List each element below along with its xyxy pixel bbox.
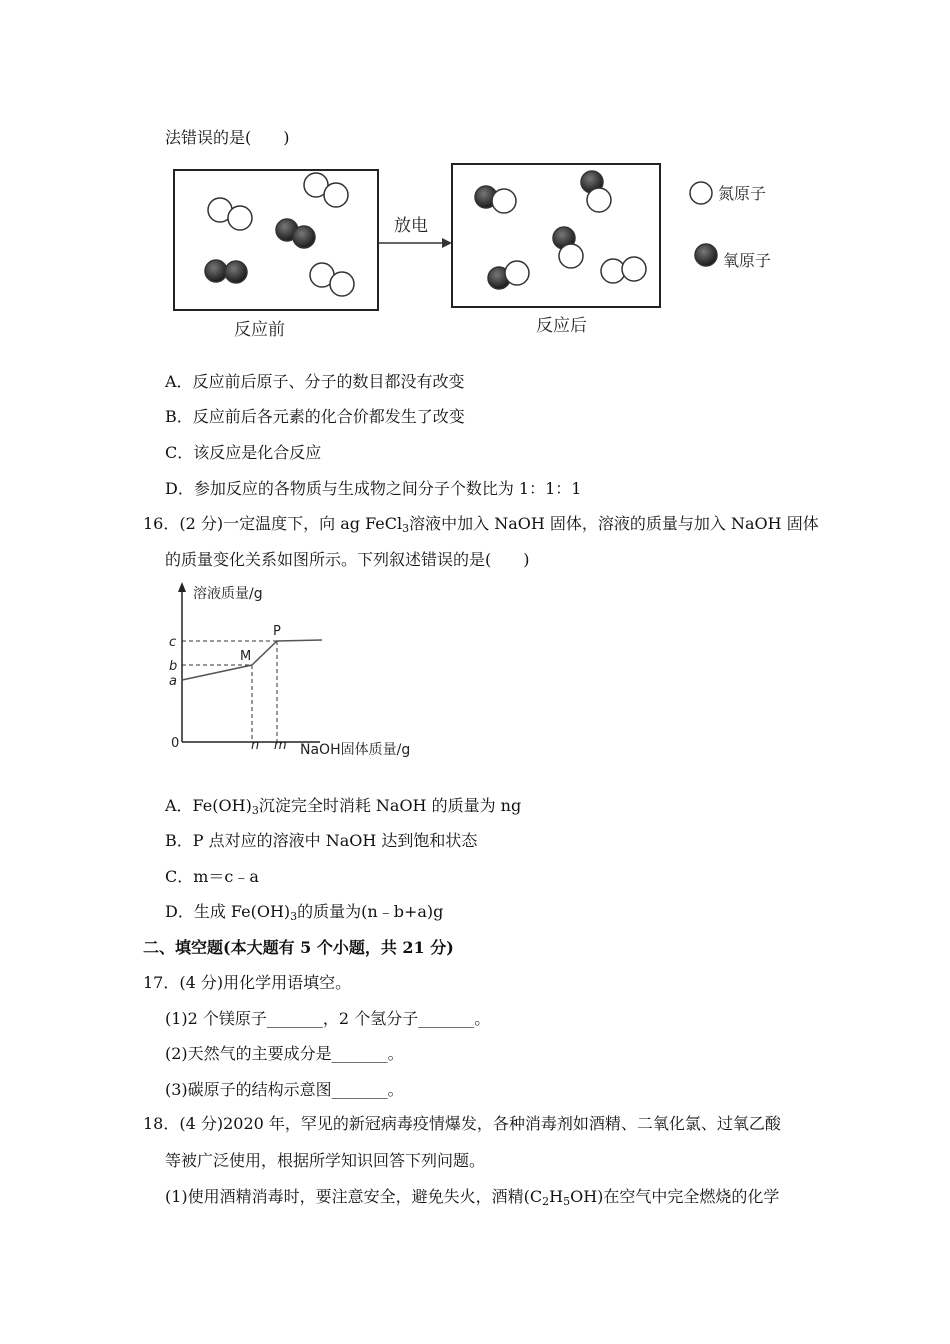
legend-nitrogen-label: 氮原子 <box>718 184 767 203</box>
x-tick-n: n <box>251 738 260 753</box>
x-axis-label: NaOH固体质量/g <box>300 742 411 758</box>
q15-option-d: D．参加反应的各物质与生成物之间分子个数比为 1：1：1 <box>165 479 582 498</box>
q15-option-c: C．该反应是化合反应 <box>165 443 322 462</box>
oxygen-atom-icon <box>695 244 717 266</box>
before-molecules <box>205 173 354 296</box>
guide-lines <box>182 641 277 742</box>
q16-option-a-sub: 3 <box>251 804 259 817</box>
before-caption: 反应前 <box>234 320 285 340</box>
q16-stem-line2: 的质量变化关系如图所示。下列叙述错误的是( ) <box>165 550 530 569</box>
q17-item-2: (2)天然气的主要成分是_______。 <box>165 1044 404 1063</box>
q18-item-1-part3: OH)在空气中完全燃烧的化学 <box>570 1187 780 1206</box>
q18-item-1 <box>165 1187 779 1212</box>
q15-option-b: B．反应前后各元素的化合价都发生了改变 <box>165 407 465 426</box>
arrow-head <box>442 238 452 248</box>
q16-option-d-part1: D．生成 Fe(OH) <box>165 902 291 921</box>
x-tick-m: m <box>274 738 287 753</box>
y-tick-a: a <box>169 674 177 689</box>
origin-label: 0 <box>171 736 180 751</box>
q16-stem-line1 <box>143 514 819 539</box>
arrow-label: 放电 <box>394 216 428 236</box>
q17-item-1: (1)2 个镁原子_______，2 个氢分子_______。 <box>165 1009 491 1028</box>
q15-stem-tail: 法错误的是( ) <box>165 128 290 147</box>
y-tick-b: b <box>169 659 178 674</box>
section-heading: 二、填空题(本大题有 5 个小题，共 21 分) <box>143 938 454 957</box>
q18-item-1-sub2: 5 <box>563 1195 571 1208</box>
y-axis-label: 溶液质量/g <box>193 586 263 602</box>
legend-oxygen-label: 氧原子 <box>723 251 772 270</box>
q15-option-a: A．反应前后原子、分子的数目都没有改变 <box>165 372 465 391</box>
q16-option-c: C．m＝c﹣a <box>165 867 259 886</box>
q18-stem-line1: 18．(4 分)2020 年，罕见的新冠病毒疫情爆发，各种消毒剂如酒精、二氧化氯、过氧乙酸 <box>143 1114 781 1133</box>
after-caption: 反应后 <box>536 316 587 336</box>
q16-stem-sub: 3 <box>402 522 410 535</box>
q17-stem: 17．(4 分)用化学用语填空。 <box>143 973 352 992</box>
q16-option-a-part2: 沉淀完全时消耗 NaOH 的质量为 ng <box>258 796 522 815</box>
q18-item-1-part2: H <box>549 1187 564 1206</box>
mass-chart <box>160 580 440 765</box>
q18-stem-line2: 等被广泛使用，根据所学知识回答下列问题。 <box>165 1151 486 1170</box>
q17-item-3: (3)碳原子的结构示意图_______。 <box>165 1080 404 1099</box>
q16-option-a <box>165 796 521 821</box>
after-molecules <box>475 171 646 289</box>
q16-option-d-sub: 3 <box>290 910 298 923</box>
q16-stem-part1: 16．(2 分)一定温度下，向 ag FeCl <box>143 514 403 533</box>
reaction-diagram <box>160 155 800 350</box>
y-axis-arrow <box>178 582 186 592</box>
q18-item-1-sub1: 2 <box>542 1195 550 1208</box>
y-tick-c: c <box>169 635 177 650</box>
q16-option-d <box>165 902 443 927</box>
q16-option-a-part1: A．Fe(OH) <box>165 796 252 815</box>
q16-option-d-part2: 的质量为(n﹣b+a)g <box>297 902 444 921</box>
point-label-p: P <box>273 624 281 639</box>
nitrogen-atom-icon <box>690 182 712 204</box>
q16-option-b: B．P 点对应的溶液中 NaOH 达到饱和状态 <box>165 831 478 850</box>
q16-stem-part2: 溶液中加入 NaOH 固体，溶液的质量与加入 NaOH 固体 <box>409 514 819 533</box>
q18-item-1-part1: (1)使用酒精消毒时，要注意安全，避免失火，酒精(C <box>165 1187 543 1206</box>
point-label-m: M <box>240 649 252 664</box>
